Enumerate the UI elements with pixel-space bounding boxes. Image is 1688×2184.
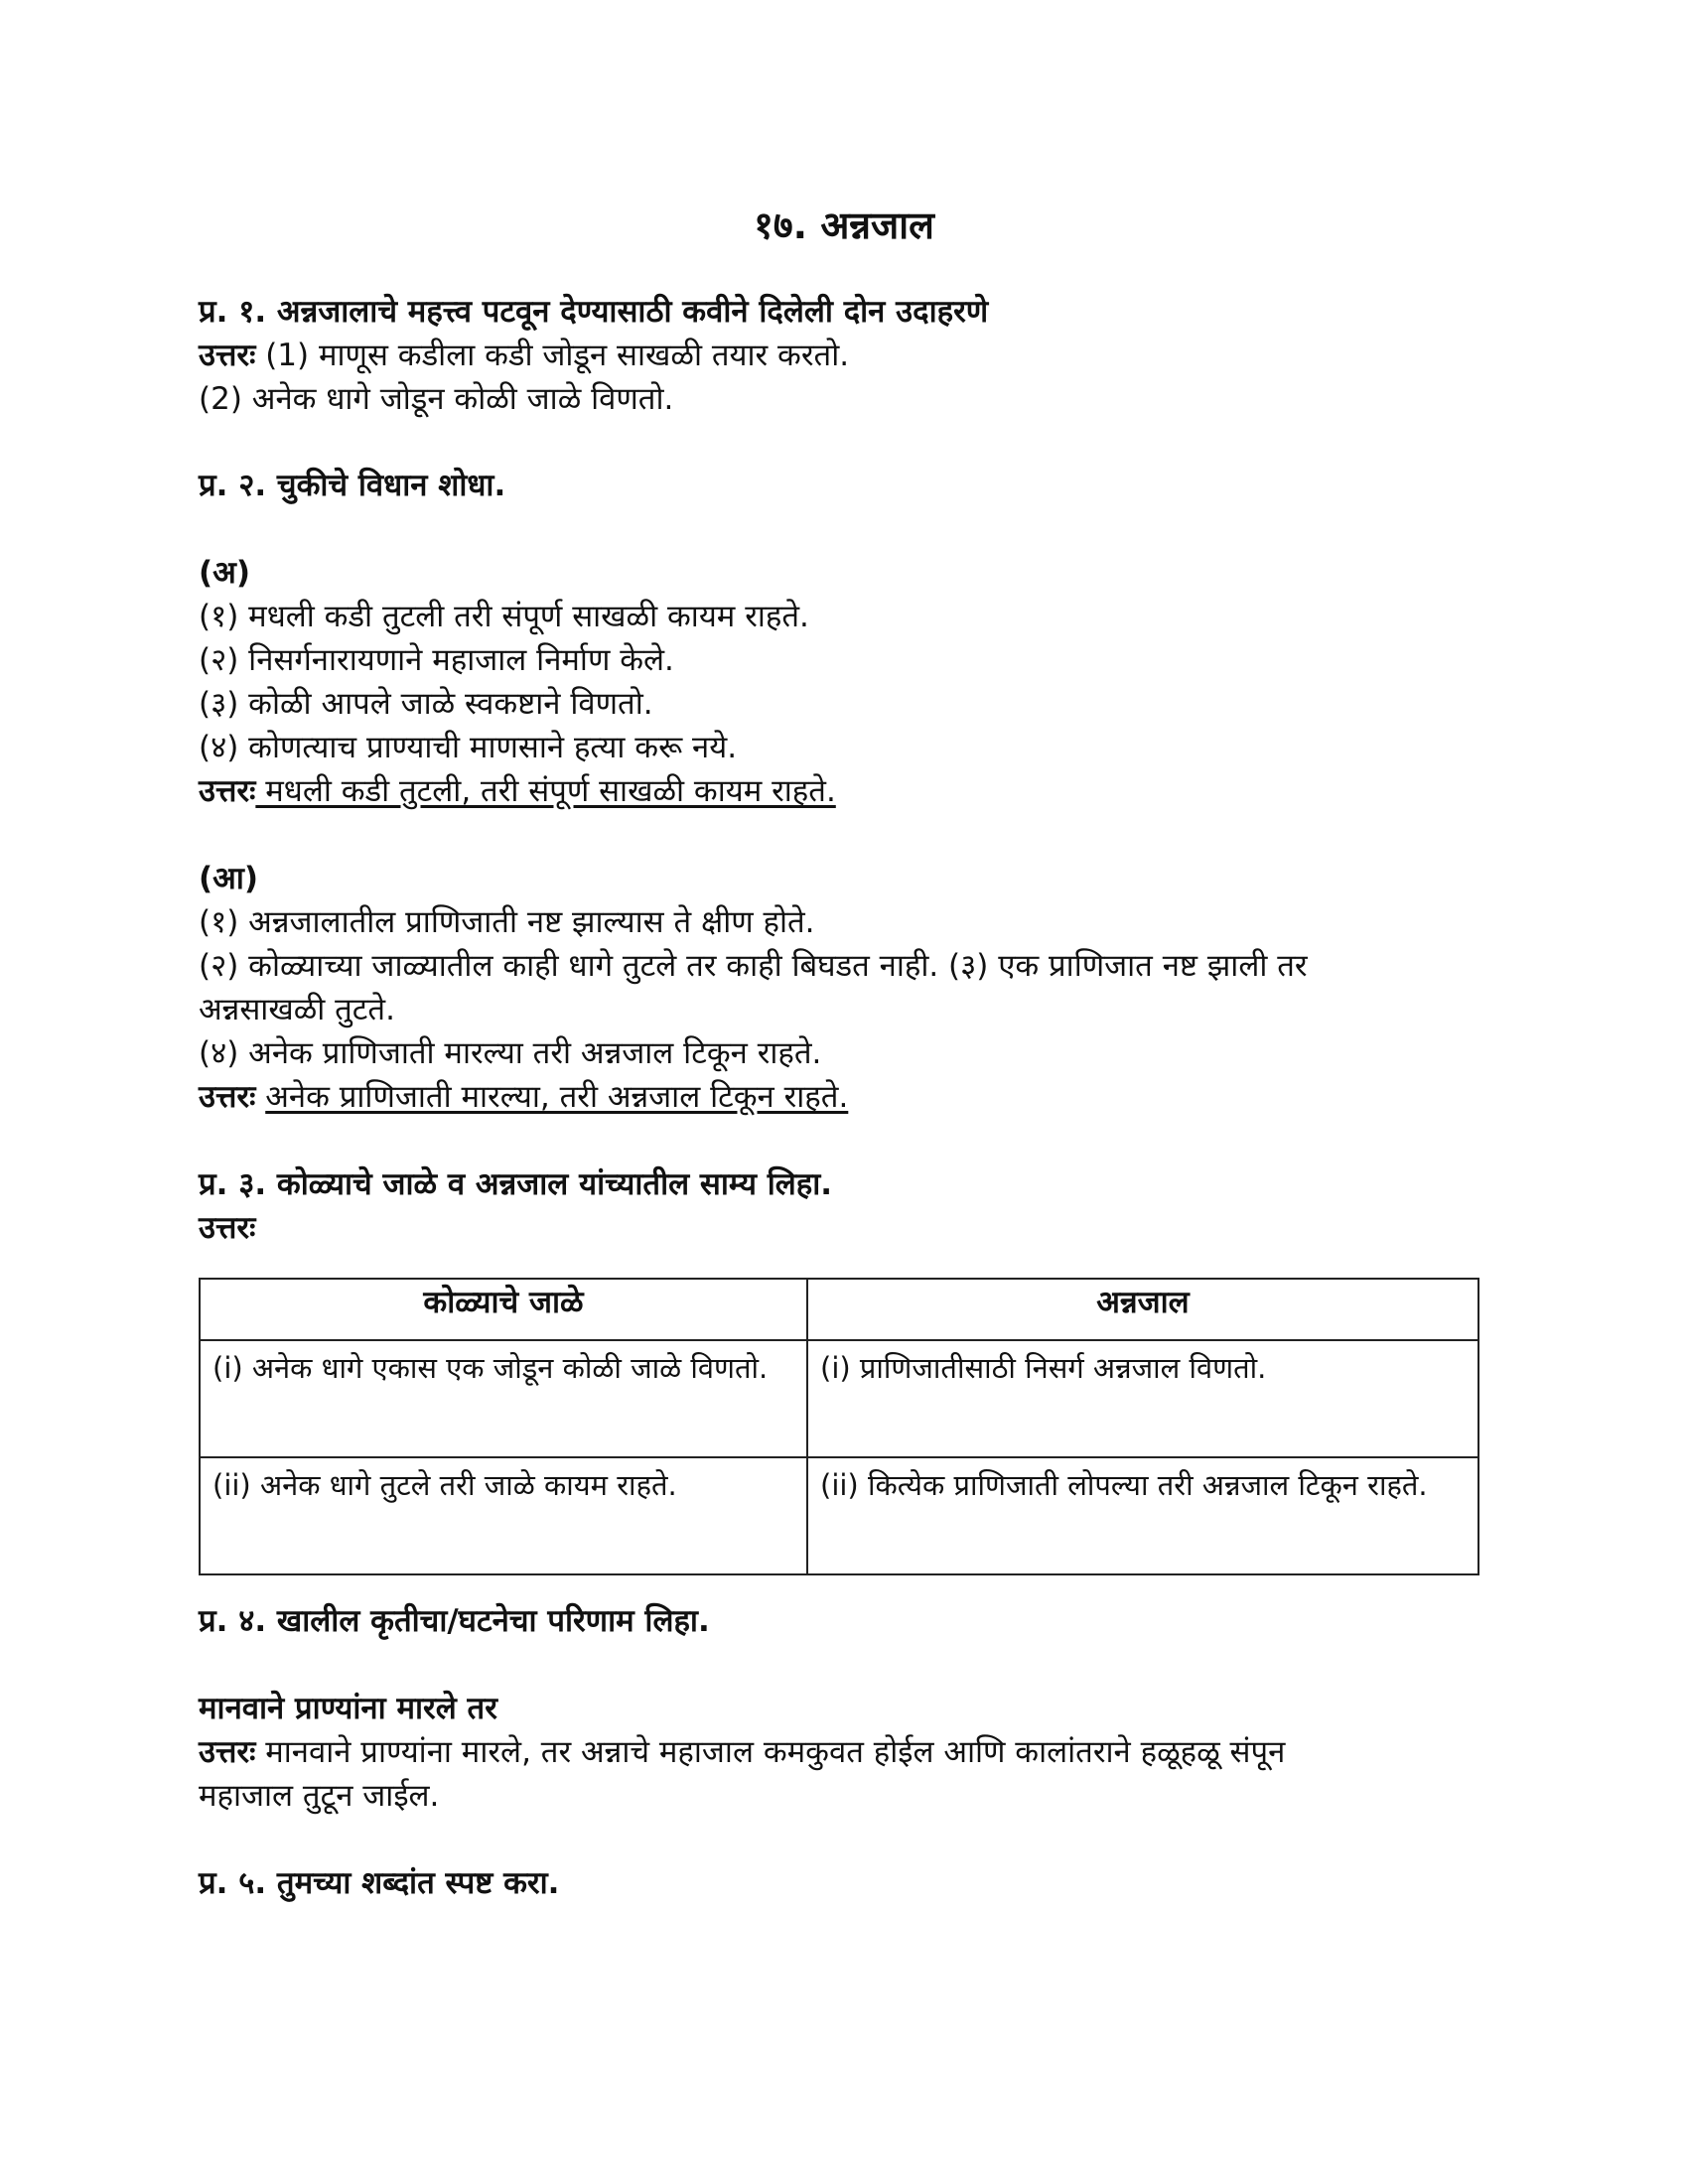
table-header-spider-web: कोळ्याचे जाळे <box>200 1279 807 1340</box>
part-b-option-2-cont: अन्नसाखळी तुटते. <box>199 992 395 1027</box>
answer-4-line-2: महाजाल तुटून जाईल. <box>199 1778 440 1814</box>
part-b-option-1: (१) अन्नजालातील प्राणिजाती नष्ट झाल्यास ते क्षीण होते. <box>199 904 815 940</box>
table-cell: (i) अनेक धागे एकास एक जोडून कोळी जाळे विणतो. <box>200 1340 807 1457</box>
table-header-row <box>200 1279 1478 1340</box>
table-row <box>200 1457 1478 1574</box>
table-cell: (i) प्राणिजातीसाठी निसर्ग अन्नजाल विणतो. <box>807 1340 1478 1457</box>
answer-label: उत्तरः <box>199 1734 256 1770</box>
question-4-subheading: मानवाने प्राण्यांना मारले तर <box>199 1691 497 1726</box>
question-5: प्र. ५. तुमच्या शब्दांत स्पष्ट करा. <box>199 1865 560 1901</box>
part-a-option-4: (४) कोणत्याच प्राण्याची माणसाने हत्या करू नये. <box>199 730 738 765</box>
table-row <box>200 1340 1478 1457</box>
question-1: प्र. १. अन्नजालाचे महत्त्व पटवून देण्यासाठी कवीने दिलेली दोन उदाहरणे <box>199 294 989 330</box>
answer-text: अनेक प्राणिजाती मारल्या, तरी अन्नजाल टिकून राहते. <box>265 1079 849 1115</box>
part-b-label: (आ) <box>199 861 259 896</box>
answer-text: मानवाने प्राण्यांना मारले, तर अन्नाचे महाजाल कमकुवत होईल आणि कालांतराने हळूहळू संपून <box>255 1734 1286 1770</box>
page-title: १७. अन्नजाल <box>754 204 934 247</box>
part-b-option-4: (४) अनेक प्राणिजाती मारल्या तरी अन्नजाल टिकून राहते. <box>199 1035 822 1071</box>
part-b-answer <box>199 1075 1489 1119</box>
table-header-food-web: अन्नजाल <box>807 1279 1478 1340</box>
answer-text: मधली कडी तुटली, तरी संपूर्ण साखळी कायम राहते. <box>255 773 836 809</box>
part-a-label: (अ) <box>199 555 251 591</box>
answer-1-line-1 <box>199 334 1489 377</box>
answer-label: उत्तरः <box>199 1079 256 1115</box>
part-a-option-2: (२) निसर्गनारायणाने महाजाल निर्माण केले. <box>199 642 674 678</box>
part-a-option-1: (१) मधली कडी तुटली तरी संपूर्ण साखळी कायम राहते. <box>199 599 809 634</box>
answer-label: उत्तरः <box>199 338 256 373</box>
question-2: प्र. २. चुकीचे विधान शोधा. <box>199 468 506 503</box>
answer-text: (1) माणूस कडीला कडी जोडून साखळी तयार करतो. <box>255 338 850 373</box>
part-b-option-2: (२) कोळ्याच्या जाळ्यातील काही धागे तुटले तर काही बिघडत नाही. (३) एक प्राणिजात नष्ट झाली तर <box>199 948 1308 984</box>
answer-3-label: उत्तरः <box>199 1210 256 1246</box>
part-a-option-3: (३) कोळी आपले जाळे स्वकष्टाने विणतो. <box>199 686 653 722</box>
question-4: प्र. ४. खालील कृतीचा/घटनेचा परिणाम लिहा. <box>199 1603 710 1639</box>
part-a-answer <box>199 769 1489 813</box>
question-3: प्र. ३. कोळ्याचे जाळे व अन्नजाल यांच्यातील साम्य लिहा. <box>199 1166 833 1202</box>
answer-4-line-1 <box>199 1730 1489 1774</box>
comparison-table <box>199 1278 1479 1575</box>
table-cell: (ii) अनेक धागे तुटले तरी जाळे कायम राहते. <box>200 1457 807 1574</box>
answer-label: उत्तरः <box>199 773 256 809</box>
answer-1-line-2: (2) अनेक धागे जोडून कोळी जाळे विणतो. <box>199 381 674 417</box>
table-cell: (ii) कित्येक प्राणिजाती लोपल्या तरी अन्नजाल टिकून राहते. <box>807 1457 1478 1574</box>
